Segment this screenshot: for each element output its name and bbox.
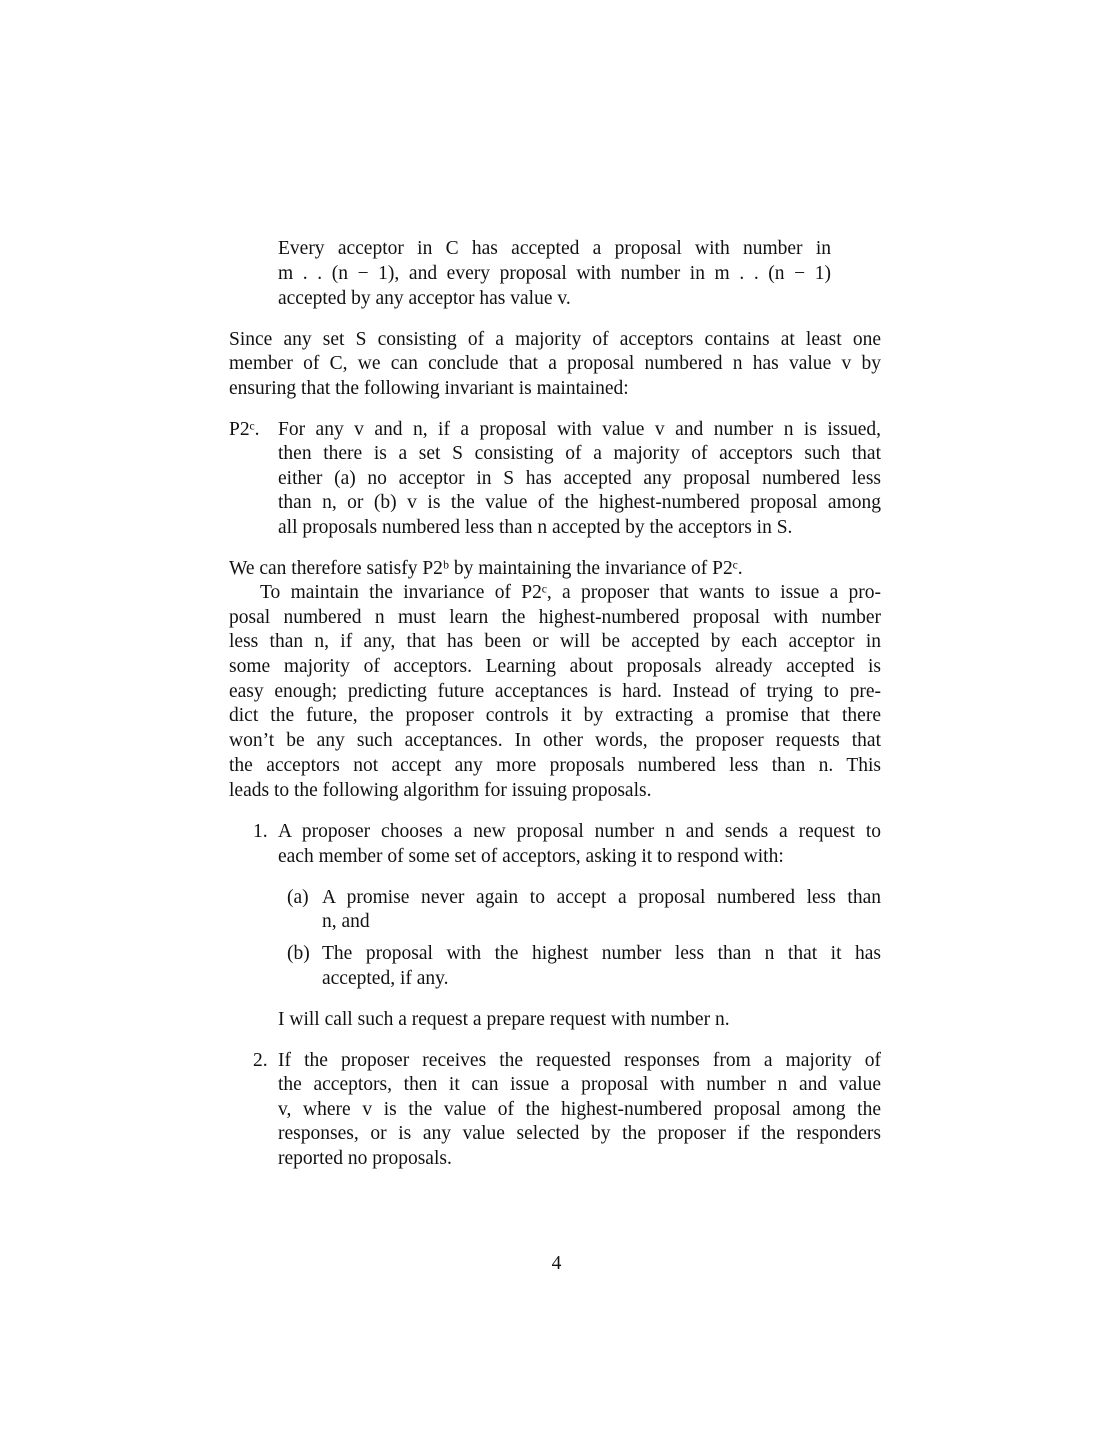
list-marker: 2. bbox=[253, 1050, 268, 1071]
paragraph-line: dict the future, the proposer controls it by extracting a promise that there bbox=[229, 705, 881, 726]
invariant-label: P2ᶜ. bbox=[229, 419, 260, 440]
quote-line: m . . (n − 1), and every proposal with number in m . . (n − 1) bbox=[278, 263, 831, 284]
paragraph-line: leads to the following algorithm for issuing proposals. bbox=[229, 780, 652, 801]
quote-line: accepted by any acceptor has value v. bbox=[278, 288, 571, 309]
invariant-line: either (a) no acceptor in S has accepted any proposal numbered less bbox=[278, 468, 881, 489]
page-number: 4 bbox=[551, 1253, 562, 1274]
paragraph-line: some majority of acceptors. Learning about proposals already accepted is bbox=[229, 656, 881, 677]
list-item-line: responses, or is any value selected by the proposer if the responders bbox=[278, 1123, 881, 1144]
sublist-item-line: The proposal with the highest number less than n that it has bbox=[322, 943, 881, 964]
paragraph-line: less than n, if any, that has been or will be accepted by each acceptor in bbox=[229, 631, 881, 652]
list-item-line: reported no proposals. bbox=[278, 1148, 452, 1169]
paragraph-line: ensuring that the following invariant is maintained: bbox=[229, 378, 629, 399]
list-item-note: I will call such a request a prepare request with number n. bbox=[278, 1009, 730, 1030]
sublist-marker: (b) bbox=[287, 943, 310, 964]
list-item-line: If the proposer receives the requested responses from a majority of bbox=[278, 1050, 881, 1071]
paragraph-line: easy enough; predicting future acceptances is hard. Instead of trying to pre- bbox=[229, 681, 881, 702]
sublist-item-line: n, and bbox=[322, 911, 370, 932]
sublist-item-line: accepted, if any. bbox=[322, 968, 449, 989]
sublist-marker: (a) bbox=[287, 887, 309, 908]
list-item-line: each member of some set of acceptors, asking it to respond with: bbox=[278, 846, 784, 867]
paragraph-line: won’t be any such acceptances. In other words, the proposer requests that bbox=[229, 730, 881, 751]
paragraph-line: We can therefore satisfy P2ᵇ by maintaining the invariance of P2ᶜ. bbox=[229, 558, 743, 579]
paragraph-line: To maintain the invariance of P2ᶜ, a proposer that wants to issue a pro- bbox=[260, 582, 881, 603]
invariant-line: all proposals numbered less than n accepted by the acceptors in S. bbox=[278, 517, 793, 538]
invariant-line: than n, or (b) v is the value of the highest-numbered proposal among bbox=[278, 492, 881, 513]
paragraph-line: posal numbered n must learn the highest-numbered proposal with number bbox=[229, 607, 881, 628]
paragraph-line: member of C, we can conclude that a proposal numbered n has value v by bbox=[229, 353, 881, 374]
quote-line: Every acceptor in C has accepted a proposal with number in bbox=[278, 238, 831, 259]
paragraph-line: the acceptors not accept any more proposals numbered less than n. This bbox=[229, 755, 881, 776]
list-item-line: v, where v is the value of the highest-numbered proposal among the bbox=[278, 1099, 881, 1120]
sublist-item-line: A promise never again to accept a proposal numbered less than bbox=[322, 887, 881, 908]
paragraph-line: Since any set S consisting of a majority of acceptors contains at least one bbox=[229, 329, 881, 350]
list-marker: 1. bbox=[253, 821, 268, 842]
invariant-line: For any v and n, if a proposal with value v and number n is issued, bbox=[278, 419, 881, 440]
list-item-line: A proposer chooses a new proposal number n and sends a request to bbox=[278, 821, 881, 842]
list-item-line: the acceptors, then it can issue a proposal with number n and value bbox=[278, 1074, 881, 1095]
invariant-line: then there is a set S consisting of a majority of acceptors such that bbox=[278, 443, 881, 464]
